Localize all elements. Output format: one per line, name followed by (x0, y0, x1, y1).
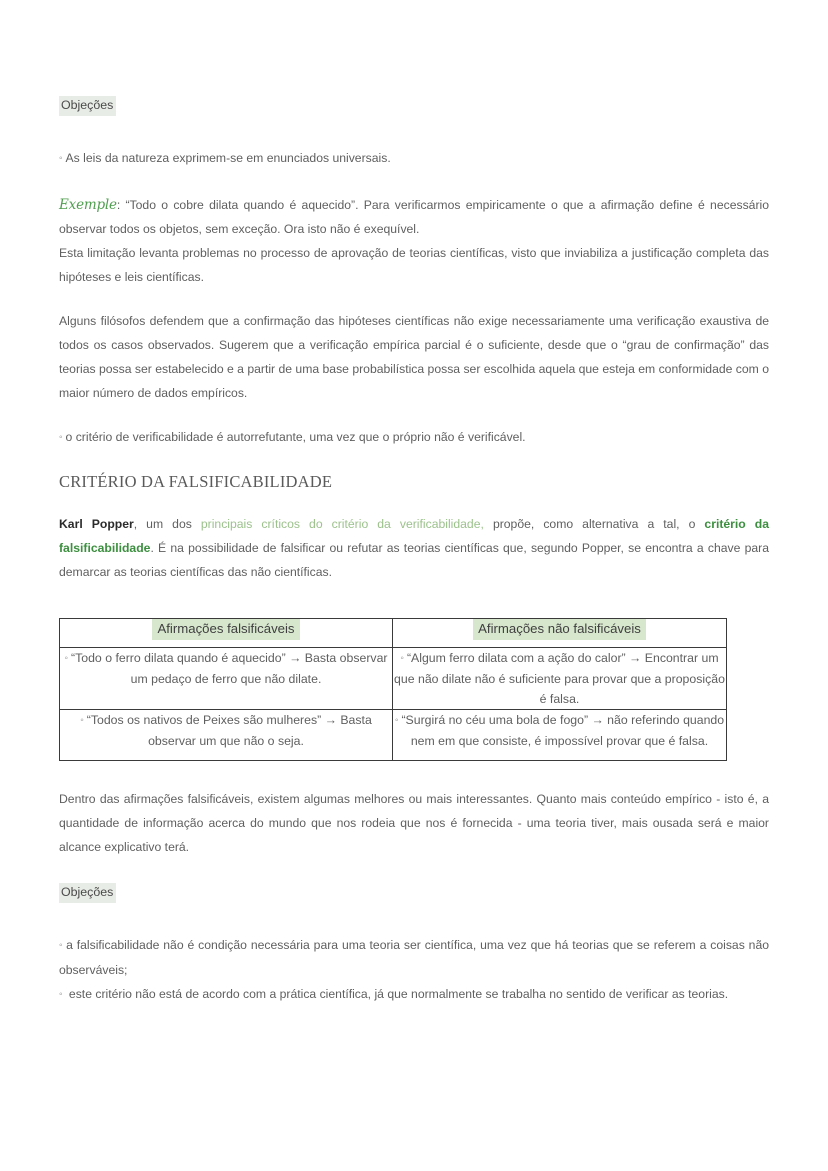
objections-bottom-bullet-1-text: a falsificabilidade não é condição necessária para uma teoria ser científica, uma vez que há teorias que se referem a coisas não observáveis; (59, 938, 770, 977)
objections-top-bullet-1-text: As leis da natureza exprimem-se em enunciados universais. (65, 151, 391, 165)
popper-part-2: propõe, como alternativa a tal, o (483, 517, 705, 531)
example-paragraph (59, 193, 769, 241)
popper-part-1: , um dos (133, 517, 201, 531)
spacer (59, 859, 769, 883)
popper-paragraph (59, 512, 769, 584)
probabilistic-paragraph: Alguns filósofos defendem que a confirmação das hipóteses científicas não exige necessariamente uma verificação exaustiva de todos os casos observados. Sugerem que a verificação empírica parcial é o suficiente, desde que o “grau de confirmação” das teorias possa ser estabelecido e a partir de uma base probabilística possa ser escolhida aquela que esteja em conformidade com o maior número de dados empíricos. (59, 314, 769, 400)
objections-bottom-bullet-2-text: este critério não está de acordo com a prática científica, já que normalmente se trabalha no sentido de verificar as teorias. (65, 987, 729, 1001)
objections-top-label-wrap (59, 96, 769, 116)
table-cell-row1-right-text: “Algum ferro dilata com a ação do calor” → Encontrar um que não dilate não é suficiente para provar que a proposição é falsa. (394, 651, 725, 706)
popper-critics-highlight: principais críticos do critério da verificabilidade, (200, 517, 484, 531)
table-header-row (60, 619, 727, 648)
table-cell-row2-right (393, 710, 727, 761)
bullet-icon: ◦ (59, 153, 63, 164)
spacer (59, 761, 769, 787)
table-cell-row1-right (393, 648, 727, 710)
spacer (59, 450, 769, 472)
empirical-content-paragraph: Dentro das afirmações falsificáveis, existem algumas melhores ou mais interessantes. Quanto mais conteúdo empírico - isto é, a quantidade de informação acerca do mundo que nos rodeia que nos é fornecida - uma teoria tiver, mais ousada será e maior alcance explicativo terá. (59, 792, 769, 854)
popper-part-3: . É na possibilidade de falsificar ou refutar as teorias científicas que, segundo Popper, se encontra a chave para demarcar as teorias científicas das não científicas. (59, 541, 769, 579)
bullet-icon: ◦ (59, 432, 63, 443)
table-header-label: Afirmações falsificáveis (152, 619, 299, 640)
self-refuting-bullet-text: o critério de verificabilidade é autorrefutante, uma vez que o próprio não é verificável. (65, 430, 526, 444)
bullet-icon: ◦ (64, 653, 69, 664)
popper-criterion-highlight: critério da falsificabilidade (59, 517, 770, 555)
table-row (60, 710, 727, 761)
popper-name: Karl Popper (59, 517, 134, 531)
table-cell-row1-left-text: “Todo o ferro dilata quando é aquecido” → Basta observar um pedaço de ferro que não dilate. (71, 651, 388, 686)
table-cell-row1-left (60, 648, 393, 710)
objections-bottom-label-wrap (59, 883, 769, 903)
spacer (59, 584, 769, 618)
objections-top-bullet-1 (59, 146, 769, 171)
table-header-cell-falsifiable (60, 619, 393, 648)
bullet-icon: ◦ (400, 653, 404, 664)
example-followup-paragraph: Esta limitação levanta problemas no processo de aprovação de teorias científicas, visto que inviabiliza a justificação completa das hipóteses e leis científicas. (59, 246, 769, 284)
spacer (59, 289, 769, 309)
table-cell-row2-left-text: “Todos os nativos de Peixes são mulheres” → Basta observar um que não o seja. (86, 713, 372, 748)
bullet-icon: ◦ (394, 715, 399, 726)
bullet-icon: ◦ (59, 989, 63, 1000)
bullet-icon: ◦ (59, 940, 64, 951)
objections-bottom-bullet-1 (59, 933, 769, 982)
spacer (59, 405, 769, 425)
table-cell-row2-right-text: “Surgirá no céu uma bola de fogo” → não referindo quando nem em que consiste, é impossível provar que é falsa. (401, 713, 725, 748)
self-refuting-bullet (59, 425, 769, 450)
example-marker-colon: : (116, 198, 121, 212)
spacer (59, 116, 769, 146)
table-row (60, 648, 727, 710)
spacer (59, 492, 769, 512)
document-content (59, 96, 769, 1007)
table-cell-row2-left (60, 710, 393, 761)
objections-bottom-label: Objeções (59, 883, 116, 903)
example-paragraph-text: “Todo o cobre dilata quando é aquecido”. Para verificarmos empiricamente o que a afirmação define é necessário observar todos os objetos, sem exceção. Ora isto não é exequível. (59, 198, 769, 236)
bullet-icon: ◦ (80, 715, 84, 726)
table-header-cell-nonfalsifiable (393, 619, 727, 648)
spacer (59, 171, 769, 193)
table-header-label: Afirmações não falsificáveis (473, 619, 646, 640)
comparison-table (59, 618, 727, 761)
example-marker: Exemple (59, 197, 117, 213)
spacer (59, 903, 769, 933)
objections-bottom-bullet-2 (59, 982, 769, 1007)
page-title-falsifiability: CRITÉRIO DA FALSIFICABILIDADE (59, 472, 333, 491)
objections-top-label: Objeções (59, 96, 116, 116)
comparison-table-wrap (59, 618, 726, 761)
